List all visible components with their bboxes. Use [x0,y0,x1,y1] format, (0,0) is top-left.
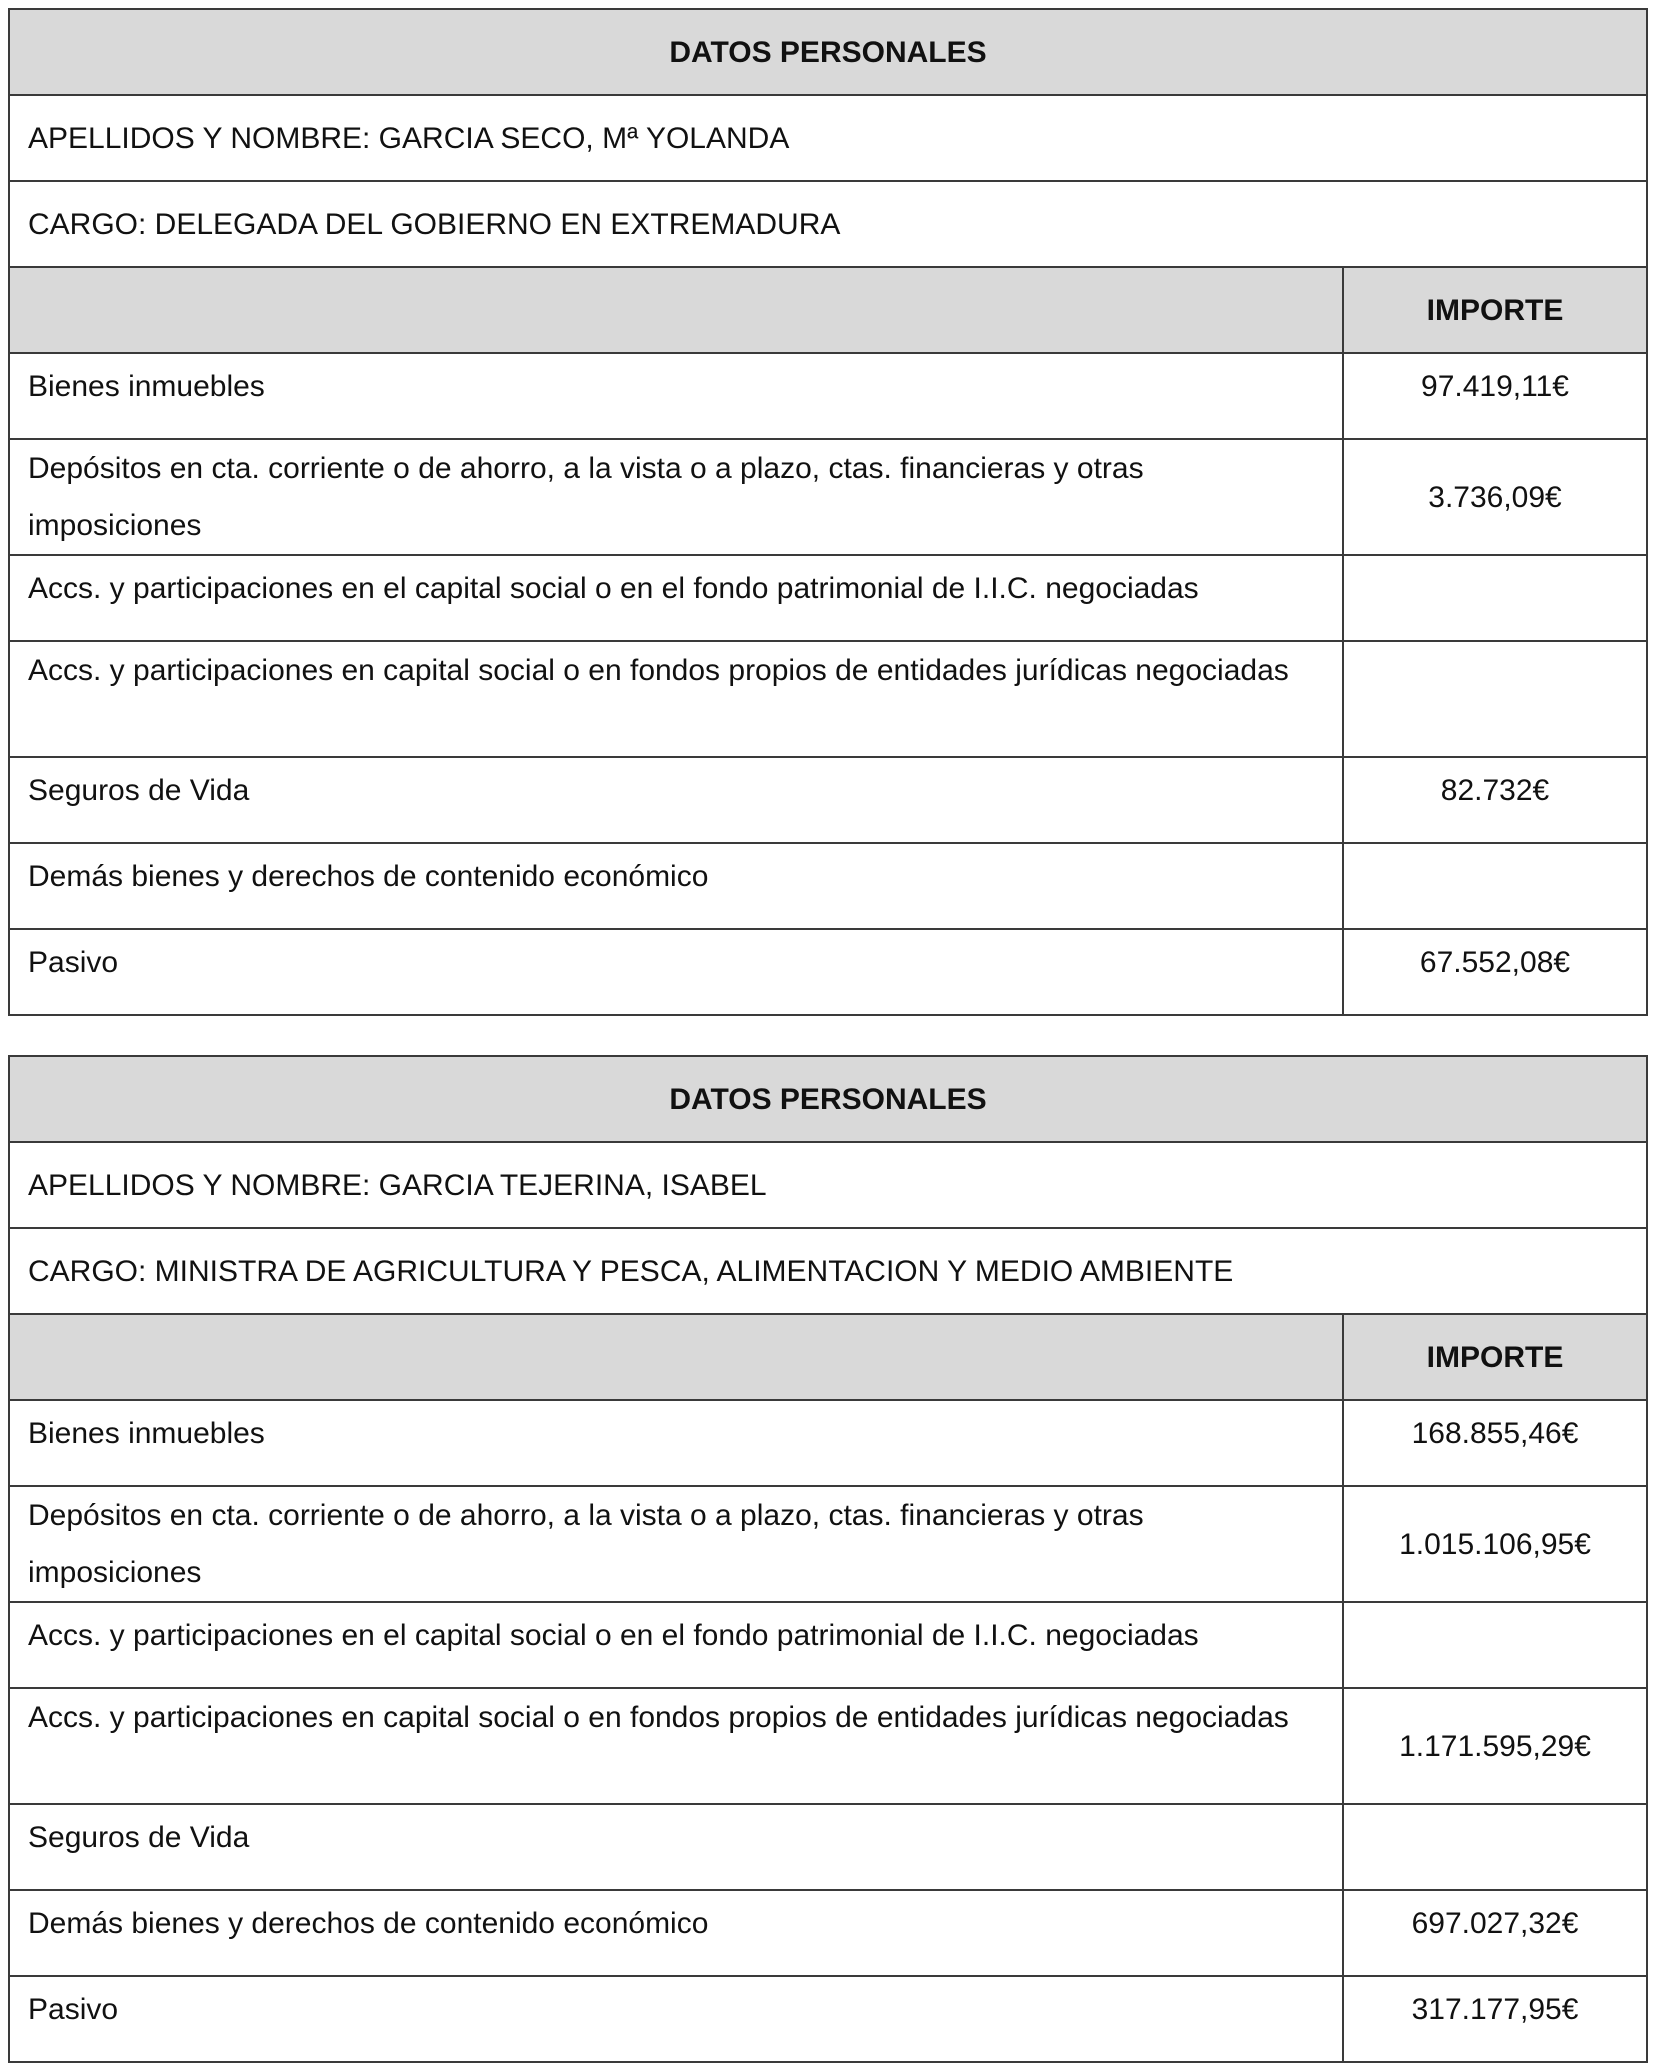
name-row [9,1142,1647,1228]
column-header-blank [9,1314,1343,1400]
asset-value [1343,1602,1647,1688]
column-header-blank [9,267,1343,353]
asset-value [1343,555,1647,641]
name-field: APELLIDOS Y NOMBRE: GARCIA SECO, Mª YOLANDA [9,95,1647,181]
asset-value: 168.855,46€ [1343,1400,1647,1486]
asset-value: 67.552,08€ [1343,929,1647,1015]
cargo-field: CARGO: MINISTRA DE AGRICULTURA Y PESCA, ALIMENTACION Y MEDIO AMBIENTE [9,1228,1647,1314]
table-row [9,1890,1647,1976]
asset-label: Accs. y participaciones en capital social o en fondos propios de entidades jurídicas negociadas [9,1688,1343,1804]
section-header-row [9,1056,1647,1142]
table-row [9,439,1647,555]
asset-label: Seguros de Vida [9,1804,1343,1890]
section-title: DATOS PERSONALES [9,9,1647,95]
table-row [9,757,1647,843]
declaration-table-1 [8,8,1648,1016]
name-field: APELLIDOS Y NOMBRE: GARCIA TEJERINA, ISABEL [9,1142,1647,1228]
column-header-row [9,1314,1647,1400]
asset-label: Seguros de Vida [9,757,1343,843]
asset-label: Bienes inmuebles [9,353,1343,439]
column-header-row [9,267,1647,353]
table-row [9,1976,1647,2062]
asset-label: Demás bienes y derechos de contenido económico [9,1890,1343,1976]
declaration-table-2 [8,1055,1648,2063]
table-row [9,353,1647,439]
asset-value: 3.736,09€ [1343,439,1647,555]
table-row [9,1400,1647,1486]
asset-value: 317.177,95€ [1343,1976,1647,2062]
asset-label: Accs. y participaciones en el capital social o en el fondo patrimonial de I.I.C. negociadas [9,555,1343,641]
asset-label: Accs. y participaciones en el capital social o en el fondo patrimonial de I.I.C. negociadas [9,1602,1343,1688]
asset-label: Demás bienes y derechos de contenido económico [9,843,1343,929]
table-row [9,1804,1647,1890]
table-row [9,641,1647,757]
table-row [9,1602,1647,1688]
table-row [9,555,1647,641]
table-row [9,1688,1647,1804]
section-title: DATOS PERSONALES [9,1056,1647,1142]
name-row [9,95,1647,181]
asset-label: Accs. y participaciones en capital social o en fondos propios de entidades jurídicas negociadas [9,641,1343,757]
cargo-row [9,1228,1647,1314]
asset-value: 1.015.106,95€ [1343,1486,1647,1602]
asset-label: Depósitos en cta. corriente o de ahorro, a la vista o a plazo, ctas. financieras y otras imposiciones [9,439,1343,555]
cargo-row [9,181,1647,267]
asset-label: Pasivo [9,1976,1343,2062]
asset-value [1343,641,1647,757]
column-header-importe: IMPORTE [1343,267,1647,353]
section-header-row [9,9,1647,95]
table-row [9,843,1647,929]
asset-value: 697.027,32€ [1343,1890,1647,1976]
asset-label: Depósitos en cta. corriente o de ahorro, a la vista o a plazo, ctas. financieras y otras imposiciones [9,1486,1343,1602]
asset-value: 82.732€ [1343,757,1647,843]
column-header-importe: IMPORTE [1343,1314,1647,1400]
asset-value: 1.171.595,29€ [1343,1688,1647,1804]
cargo-field: CARGO: DELEGADA DEL GOBIERNO EN EXTREMADURA [9,181,1647,267]
table-row [9,929,1647,1015]
asset-value: 97.419,11€ [1343,353,1647,439]
asset-value [1343,843,1647,929]
asset-label: Bienes inmuebles [9,1400,1343,1486]
table-row [9,1486,1647,1602]
asset-label: Pasivo [9,929,1343,1015]
asset-value [1343,1804,1647,1890]
